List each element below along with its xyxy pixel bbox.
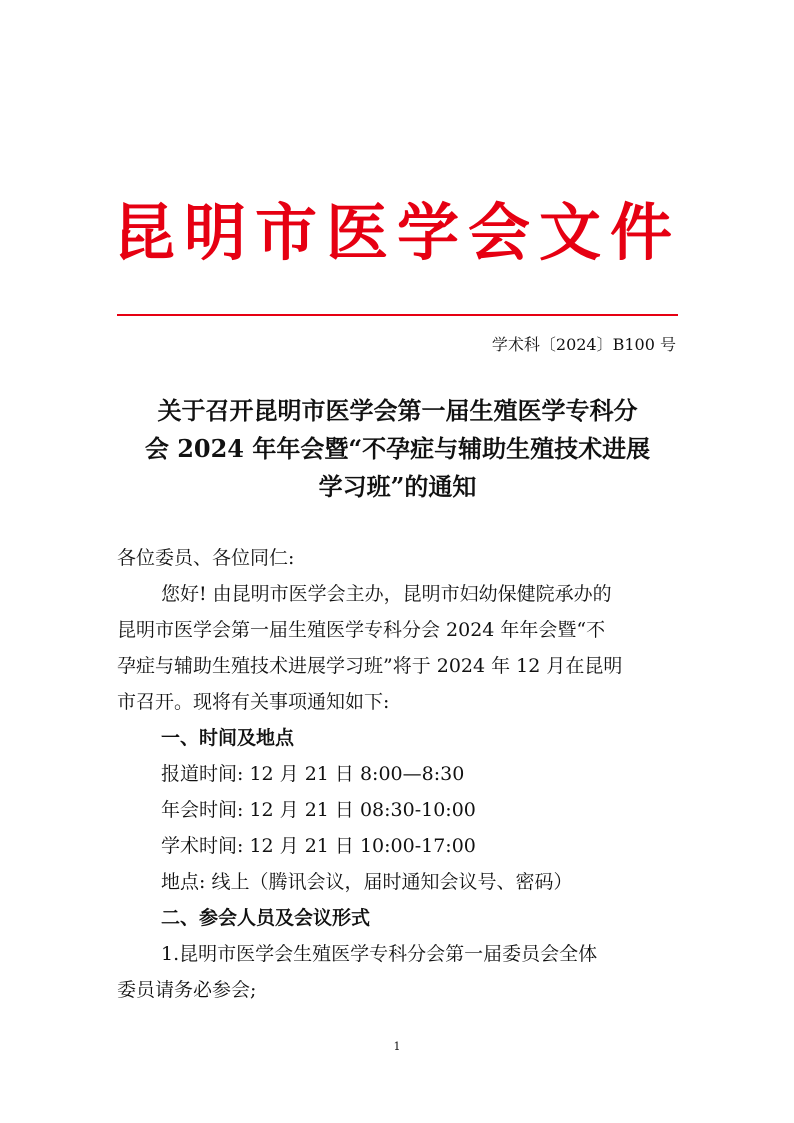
notice-title bbox=[117, 392, 678, 506]
intro-paragraph-line: 昆明市医学会第一届生殖医学专科分会 2024 年年会暨“不 bbox=[117, 619, 606, 641]
section-heading-time-location: 一、时间及地点 bbox=[161, 727, 295, 749]
notice-title-line: 学习班”的通知 bbox=[318, 472, 477, 501]
notice-title-line: 会 2024 年年会暨“不孕症与辅助生殖技术进展 bbox=[144, 434, 651, 463]
schedule-registration: 报道时间: 12 月 21 日 8:00—8:30 bbox=[161, 763, 465, 785]
org-header-title: 昆明市医学会文件 bbox=[112, 196, 681, 269]
red-divider bbox=[117, 314, 678, 316]
intro-paragraph-line: 市召开。现将有关事项通知如下: bbox=[117, 691, 390, 713]
notice-body bbox=[117, 540, 679, 1008]
salutation: 各位委员、各位同仁: bbox=[117, 547, 295, 569]
intro-paragraph-line: 孕症与辅助生殖技术进展学习班”将于 2024 年 12 月在昆明 bbox=[117, 655, 623, 677]
section-heading-attendees: 二、参会人员及会议形式 bbox=[161, 907, 371, 929]
schedule-annual-meeting: 年会时间: 12 月 21 日 08:30-10:00 bbox=[161, 799, 476, 821]
attendee-item-line: 1.昆明市医学会生殖医学专科分会第一届委员会全体 bbox=[161, 943, 598, 965]
notice-title-line: 关于召开昆明市医学会第一届生殖医学专科分 bbox=[157, 396, 638, 425]
intro-paragraph-line: 您好! 由昆明市医学会主办，昆明市妇幼保健院承办的 bbox=[161, 583, 612, 605]
document-number: 学术科〔2024〕B100 号 bbox=[491, 335, 676, 354]
page-number: 1 bbox=[393, 1040, 401, 1053]
attendee-item-line: 委员请务必参会; bbox=[117, 979, 257, 1001]
schedule-academic: 学术时间: 12 月 21 日 10:00-17:00 bbox=[161, 835, 476, 857]
schedule-location: 地点: 线上（腾讯会议，届时通知会议号、密码） bbox=[161, 871, 573, 893]
